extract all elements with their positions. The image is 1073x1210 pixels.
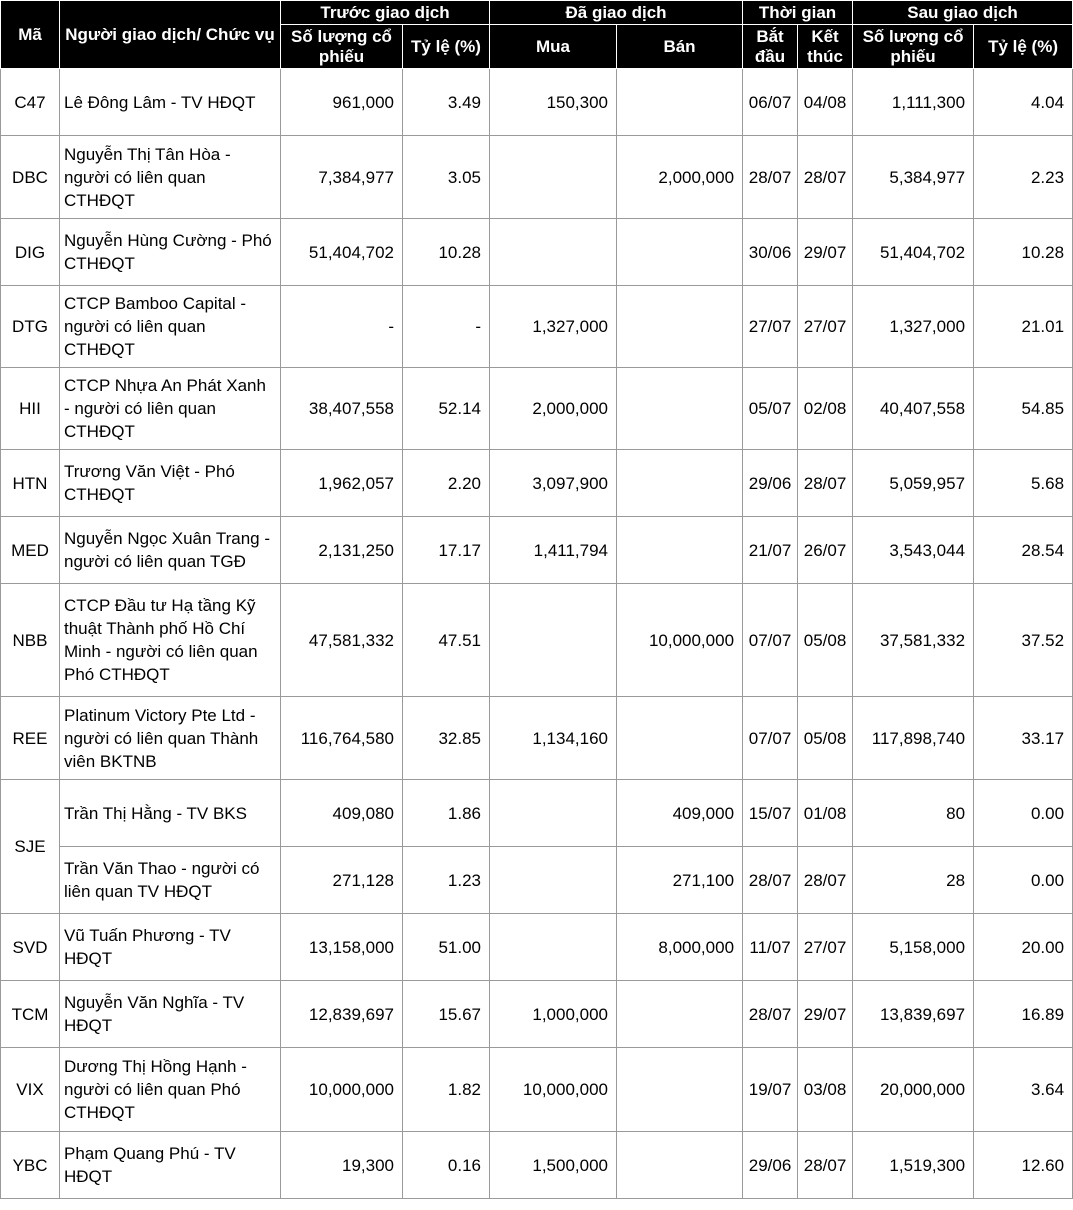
cell-before-qty: 2,131,250 (281, 517, 403, 584)
cell-start: 29/06 (743, 450, 798, 517)
cell-person: Lê Đông Lâm - TV HĐQT (60, 69, 281, 136)
cell-sell (617, 1132, 743, 1199)
cell-after-pct: 33.17 (974, 697, 1073, 780)
cell-after-pct: 5.68 (974, 450, 1073, 517)
cell-after-pct: 37.52 (974, 584, 1073, 697)
cell-end: 27/07 (798, 914, 853, 981)
table-row (1, 584, 1073, 697)
cell-after-qty: 20,000,000 (853, 1048, 974, 1132)
cell-sell (617, 219, 743, 286)
cell-before-pct: 3.05 (403, 136, 490, 219)
table-row (1, 780, 1073, 847)
cell-before-pct: 2.20 (403, 450, 490, 517)
cell-start: 30/06 (743, 219, 798, 286)
cell-before-pct: 15.67 (403, 981, 490, 1048)
table-row (1, 1048, 1073, 1132)
cell-before-pct: 17.17 (403, 517, 490, 584)
header-start: Bắt đầu (743, 25, 798, 69)
cell-after-qty: 80 (853, 780, 974, 847)
cell-buy (490, 584, 617, 697)
cell-after-pct: 3.64 (974, 1048, 1073, 1132)
cell-after-qty: 51,404,702 (853, 219, 974, 286)
table-row (1, 914, 1073, 981)
cell-end: 05/08 (798, 584, 853, 697)
cell-start: 19/07 (743, 1048, 798, 1132)
cell-before-pct: 52.14 (403, 368, 490, 450)
cell-sell (617, 286, 743, 368)
cell-after-pct: 16.89 (974, 981, 1073, 1048)
cell-sell: 409,000 (617, 780, 743, 847)
cell-end: 04/08 (798, 69, 853, 136)
cell-person: Phạm Quang Phú - TV HĐQT (60, 1132, 281, 1199)
cell-end: 27/07 (798, 286, 853, 368)
cell-start: 28/07 (743, 847, 798, 914)
cell-person: CTCP Bamboo Capital - người có liên quan CTHĐQT (60, 286, 281, 368)
cell-before-qty: 409,080 (281, 780, 403, 847)
cell-buy (490, 219, 617, 286)
cell-after-qty: 28 (853, 847, 974, 914)
cell-after-qty: 1,519,300 (853, 1132, 974, 1199)
cell-after-pct: 20.00 (974, 914, 1073, 981)
cell-buy (490, 847, 617, 914)
cell-buy: 2,000,000 (490, 368, 617, 450)
cell-end: 29/07 (798, 219, 853, 286)
table-row (1, 981, 1073, 1048)
cell-after-pct: 0.00 (974, 780, 1073, 847)
cell-after-pct: 4.04 (974, 69, 1073, 136)
table-row (1, 517, 1073, 584)
cell-end: 02/08 (798, 368, 853, 450)
cell-buy: 1,327,000 (490, 286, 617, 368)
cell-end: 28/07 (798, 450, 853, 517)
cell-code: SVD (1, 914, 60, 981)
cell-person: Nguyễn Văn Nghĩa - TV HĐQT (60, 981, 281, 1048)
cell-start: 11/07 (743, 914, 798, 981)
cell-start: 07/07 (743, 697, 798, 780)
cell-after-pct: 54.85 (974, 368, 1073, 450)
header-end: Kết thúc (798, 25, 853, 69)
cell-buy (490, 780, 617, 847)
header-sell: Bán (617, 25, 743, 69)
table-row (1, 847, 1073, 914)
cell-code: SJE (1, 780, 60, 914)
cell-sell: 2,000,000 (617, 136, 743, 219)
cell-before-qty: 961,000 (281, 69, 403, 136)
header-after-shares: Số lượng cổ phiếu (853, 25, 974, 69)
cell-buy (490, 914, 617, 981)
cell-after-qty: 13,839,697 (853, 981, 974, 1048)
cell-sell (617, 450, 743, 517)
cell-end: 28/07 (798, 1132, 853, 1199)
cell-person: Vũ Tuấn Phương - TV HĐQT (60, 914, 281, 981)
cell-code: TCM (1, 981, 60, 1048)
table-row (1, 136, 1073, 219)
cell-buy: 1,500,000 (490, 1132, 617, 1199)
cell-after-qty: 117,898,740 (853, 697, 974, 780)
cell-after-pct: 0.00 (974, 847, 1073, 914)
table-row (1, 69, 1073, 136)
header-code: Mã (1, 1, 60, 69)
cell-before-pct: 1.86 (403, 780, 490, 847)
table-header (1, 1, 1073, 69)
cell-after-qty: 5,384,977 (853, 136, 974, 219)
cell-code: NBB (1, 584, 60, 697)
cell-after-qty: 5,158,000 (853, 914, 974, 981)
cell-start: 15/07 (743, 780, 798, 847)
cell-before-qty: 1,962,057 (281, 450, 403, 517)
cell-person: Nguyễn Ngọc Xuân Trang - người có liên quan TGĐ (60, 517, 281, 584)
cell-before-pct: 32.85 (403, 697, 490, 780)
cell-person: Nguyễn Thị Tân Hòa - người có liên quan CTHĐQT (60, 136, 281, 219)
cell-after-qty: 1,111,300 (853, 69, 974, 136)
cell-start: 28/07 (743, 136, 798, 219)
cell-end: 03/08 (798, 1048, 853, 1132)
cell-before-qty: 116,764,580 (281, 697, 403, 780)
cell-person: Trương Văn Việt - Phó CTHĐQT (60, 450, 281, 517)
cell-sell: 271,100 (617, 847, 743, 914)
cell-code: REE (1, 697, 60, 780)
cell-before-pct: 1.23 (403, 847, 490, 914)
cell-after-pct: 21.01 (974, 286, 1073, 368)
cell-before-pct: 47.51 (403, 584, 490, 697)
header-after-ratio: Tỷ lệ (%) (974, 25, 1073, 69)
cell-start: 06/07 (743, 69, 798, 136)
cell-start: 29/06 (743, 1132, 798, 1199)
cell-sell: 10,000,000 (617, 584, 743, 697)
cell-end: 28/07 (798, 136, 853, 219)
table-row (1, 219, 1073, 286)
header-before-ratio: Tỷ lệ (%) (403, 25, 490, 69)
header-after: Sau giao dịch (853, 1, 1073, 25)
cell-after-qty: 37,581,332 (853, 584, 974, 697)
cell-code: HII (1, 368, 60, 450)
cell-before-pct: - (403, 286, 490, 368)
cell-end: 28/07 (798, 847, 853, 914)
cell-before-pct: 51.00 (403, 914, 490, 981)
cell-after-pct: 10.28 (974, 219, 1073, 286)
cell-person: Nguyễn Hùng Cường - Phó CTHĐQT (60, 219, 281, 286)
cell-start: 07/07 (743, 584, 798, 697)
cell-before-qty: 271,128 (281, 847, 403, 914)
cell-buy: 3,097,900 (490, 450, 617, 517)
cell-buy: 1,000,000 (490, 981, 617, 1048)
cell-code: DIG (1, 219, 60, 286)
cell-code: DTG (1, 286, 60, 368)
cell-sell (617, 981, 743, 1048)
cell-end: 26/07 (798, 517, 853, 584)
cell-before-qty: 47,581,332 (281, 584, 403, 697)
cell-before-pct: 0.16 (403, 1132, 490, 1199)
cell-code: MED (1, 517, 60, 584)
cell-end: 29/07 (798, 981, 853, 1048)
table-row (1, 1132, 1073, 1199)
cell-person: CTCP Đầu tư Hạ tầng Kỹ thuật Thành phố Hồ Chí Minh - người có liên quan Phó CTHĐQT (60, 584, 281, 697)
cell-buy: 1,134,160 (490, 697, 617, 780)
cell-before-qty: 19,300 (281, 1132, 403, 1199)
cell-start: 27/07 (743, 286, 798, 368)
cell-buy: 10,000,000 (490, 1048, 617, 1132)
cell-start: 05/07 (743, 368, 798, 450)
cell-code: DBC (1, 136, 60, 219)
cell-person: CTCP Nhựa An Phát Xanh - người có liên quan CTHĐQT (60, 368, 281, 450)
header-before: Trước giao dịch (281, 1, 490, 25)
header-traded: Đã giao dịch (490, 1, 743, 25)
cell-before-pct: 1.82 (403, 1048, 490, 1132)
cell-before-pct: 10.28 (403, 219, 490, 286)
header-buy: Mua (490, 25, 617, 69)
cell-before-pct: 3.49 (403, 69, 490, 136)
cell-code: VIX (1, 1048, 60, 1132)
header-time: Thời gian (743, 1, 853, 25)
cell-sell (617, 517, 743, 584)
cell-code: HTN (1, 450, 60, 517)
cell-person: Trần Thị Hằng - TV BKS (60, 780, 281, 847)
cell-after-qty: 3,543,044 (853, 517, 974, 584)
cell-start: 21/07 (743, 517, 798, 584)
cell-after-qty: 1,327,000 (853, 286, 974, 368)
header-person: Người giao dịch/ Chức vụ (60, 1, 281, 69)
cell-before-qty: - (281, 286, 403, 368)
header-before-shares: Số lượng cổ phiếu (281, 25, 403, 69)
cell-sell (617, 697, 743, 780)
cell-before-qty: 12,839,697 (281, 981, 403, 1048)
cell-buy: 1,411,794 (490, 517, 617, 584)
cell-before-qty: 51,404,702 (281, 219, 403, 286)
table-row (1, 286, 1073, 368)
cell-after-qty: 40,407,558 (853, 368, 974, 450)
cell-code: C47 (1, 69, 60, 136)
cell-buy: 150,300 (490, 69, 617, 136)
table-row (1, 697, 1073, 780)
cell-before-qty: 7,384,977 (281, 136, 403, 219)
cell-person: Platinum Victory Pte Ltd - người có liên quan Thành viên BKTNB (60, 697, 281, 780)
cell-after-qty: 5,059,957 (853, 450, 974, 517)
cell-end: 01/08 (798, 780, 853, 847)
cell-before-qty: 10,000,000 (281, 1048, 403, 1132)
cell-after-pct: 2.23 (974, 136, 1073, 219)
cell-before-qty: 38,407,558 (281, 368, 403, 450)
cell-after-pct: 12.60 (974, 1132, 1073, 1199)
cell-buy (490, 136, 617, 219)
cell-sell (617, 1048, 743, 1132)
cell-start: 28/07 (743, 981, 798, 1048)
cell-after-pct: 28.54 (974, 517, 1073, 584)
cell-before-qty: 13,158,000 (281, 914, 403, 981)
cell-sell: 8,000,000 (617, 914, 743, 981)
table-body (1, 69, 1073, 1199)
cell-end: 05/08 (798, 697, 853, 780)
table-row (1, 368, 1073, 450)
cell-code: YBC (1, 1132, 60, 1199)
cell-person: Trần Văn Thao - người có liên quan TV HĐQT (60, 847, 281, 914)
cell-sell (617, 368, 743, 450)
cell-person: Dương Thị Hồng Hạnh - người có liên quan Phó CTHĐQT (60, 1048, 281, 1132)
table-row (1, 450, 1073, 517)
cell-sell (617, 69, 743, 136)
